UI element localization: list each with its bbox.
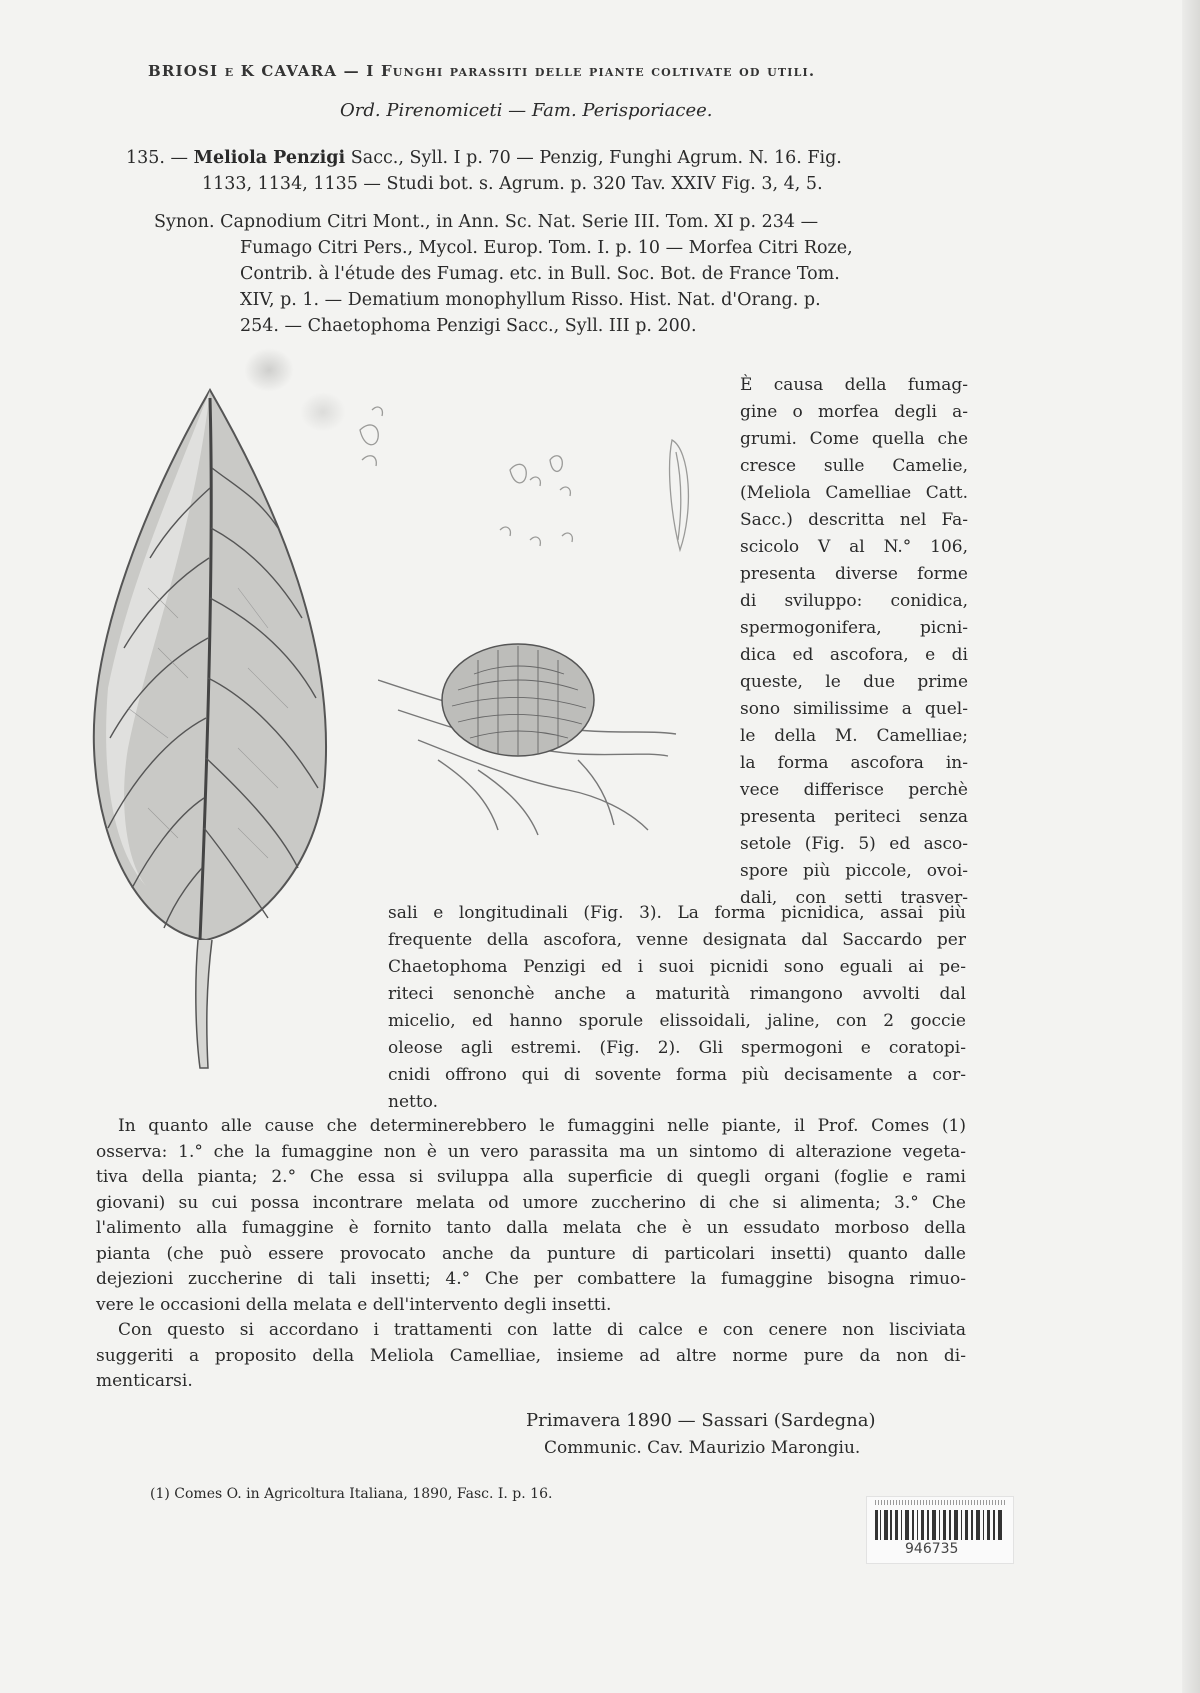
text-line: di sviluppo: conidica,	[740, 591, 968, 611]
text-line: le della M. Camelliae;	[740, 726, 968, 746]
signature-date-place: Primavera 1890 — Sassari (Sardegna)	[526, 1410, 876, 1431]
page-edge	[1182, 0, 1200, 1693]
text-line: spermogonifera, picni-	[740, 618, 968, 638]
middle-text-block	[388, 900, 966, 1116]
text-line: netto.	[388, 1092, 439, 1112]
text-line: presenta diverse forme	[740, 564, 968, 584]
text-line: osserva: 1.° che la fumaggine non è un vero parassita ma un sintomo di alterazione vegeta-	[96, 1141, 966, 1162]
synonym-line-3: Contrib. à l'étude des Fumag. etc. in Bull. Soc. Bot. de France Tom.	[240, 264, 840, 284]
text-line: sali e longitudinali (Fig. 3). La forma picnidica, assai più	[388, 903, 966, 923]
barcode-label	[866, 1496, 1014, 1564]
entry-line-1	[126, 148, 842, 168]
text-line: In quanto alle cause che determinerebbero le fumaggini nelle piante, il Prof. Comes (1)	[118, 1116, 966, 1136]
text-line: menticarsi.	[96, 1371, 193, 1391]
text-line: dali, con setti trasver-	[740, 888, 968, 908]
text-line: dica ed ascofora, e di	[740, 645, 968, 665]
text-line: la forma ascofora in-	[740, 753, 968, 773]
synonym-line-1: Synon. Capnodium Citri Mont., in Ann. Sc. Nat. Serie III. Tom. XI p. 234 —	[154, 212, 819, 232]
barcode-number: 946735	[905, 1541, 959, 1557]
signature-contributor: Communic. Cav. Maurizio Marongiu.	[544, 1438, 861, 1458]
text-line: queste, le due prime	[740, 672, 968, 692]
text-line: setole (Fig. 5) ed asco-	[740, 834, 968, 854]
text-line: spore più piccole, ovoi-	[740, 861, 968, 881]
running-title: BRIOSI e K CAVARA — I Funghi parassiti delle piante coltivate od utili.	[148, 62, 816, 80]
text-line: suggeriti a proposito della Meliola Camelliae, insieme ad altre norme pure da non di-	[96, 1345, 966, 1366]
text-line: (Meliola Camelliae Catt.	[740, 483, 968, 503]
text-line: oleose agli estremi. (Fig. 2). Gli spermogoni e coratopi-	[388, 1038, 966, 1058]
text-line: l'alimento alla fumaggine è fornito tanto dalla melata che è un essudato morboso della	[96, 1218, 966, 1238]
spore-sketches	[350, 390, 730, 610]
text-line: presenta periteci senza	[740, 807, 968, 827]
text-line: Sacc.) descritta nel Fa-	[740, 510, 968, 530]
text-line: Con questo si accordano i trattamenti con latte di calce e con cenere non lisciviata	[118, 1320, 966, 1340]
entry-number: 135. —	[126, 148, 189, 168]
text-line: dejezioni zuccherine di tali insetti; 4.° Che per combattere la fumaggine bisogna rimuo-	[96, 1269, 966, 1289]
bottom-text-block	[96, 1114, 966, 1395]
species-name: Meliola Penzigi	[193, 148, 346, 168]
ink-smudge	[244, 348, 294, 392]
synonym-line-2: Fumago Citri Pers., Mycol. Europ. Tom. I. p. 10 — Morfea Citri Roze,	[240, 238, 853, 258]
footnote: (1) Comes O. in Agricoltura Italiana, 1890, Fasc. I. p. 16.	[150, 1486, 553, 1502]
text-line: giovani) su cui possa incontrare melata od umore zuccherino di che si alimenta; 3.° Che	[96, 1192, 966, 1213]
text-line: frequente della ascofora, venne designata dal Saccardo per	[388, 930, 966, 950]
barcode-icon	[875, 1510, 1005, 1540]
text-line: gine o morfea degli a-	[740, 402, 968, 422]
text-line: Chaetophoma Penzigi ed i suoi picnidi sono eguali ai pe-	[388, 957, 966, 977]
text-line: pianta (che può essere provocato anche da punture di particolari insetti) quanto dalle	[96, 1243, 966, 1264]
text-line: grumi. Come quella che	[740, 429, 968, 449]
text-line: cresce sulle Camelie,	[740, 456, 968, 476]
entry-ref-2: 1133, 1134, 1135 — Studi bot. s. Agrum. p. 320 Tav. XXIV Fig. 3, 4, 5.	[202, 174, 823, 194]
right-column-text	[740, 372, 968, 912]
text-line: micelio, ed hanno sporule elissoidali, jaline, con 2 goccie	[388, 1011, 966, 1031]
entry-ref-1: Sacc., Syll. I p. 70 — Penzig, Funghi Agrum. N. 16. Fig.	[350, 148, 842, 168]
synonym-line-5: 254. — Chaetophoma Penzigi Sacc., Syll. III p. 200.	[240, 316, 697, 336]
text-line: tiva della pianta; 2.° Che essa si sviluppa alla superficie di quegli organi (foglie e rami	[96, 1167, 966, 1187]
order-family: Ord. Pirenomiceti — Fam. Perisporiacee.	[340, 100, 713, 121]
leaf-illustration	[88, 388, 348, 1078]
synonym-line-4: XIV, p. 1. — Dematium monophyllum Risso. Hist. Nat. d'Orang. p.	[240, 290, 821, 310]
text-line: sono similissime a quel-	[740, 699, 968, 719]
barcode-top-strip	[875, 1500, 1005, 1505]
text-line: cnidi offrono qui di sovente forma più decisamente a cor-	[388, 1065, 966, 1085]
text-line: scicolo V al N.° 106,	[740, 537, 968, 557]
text-line: È causa della fumag-	[740, 375, 968, 395]
text-line: riteci senonchè anche a maturità rimangono avvolti dal	[388, 984, 966, 1004]
perithecium-sketch	[378, 630, 678, 840]
text-line: vere le occasioni della melata e dell'intervento degli insetti.	[96, 1294, 612, 1315]
text-line: vece differisce perchè	[740, 780, 968, 800]
